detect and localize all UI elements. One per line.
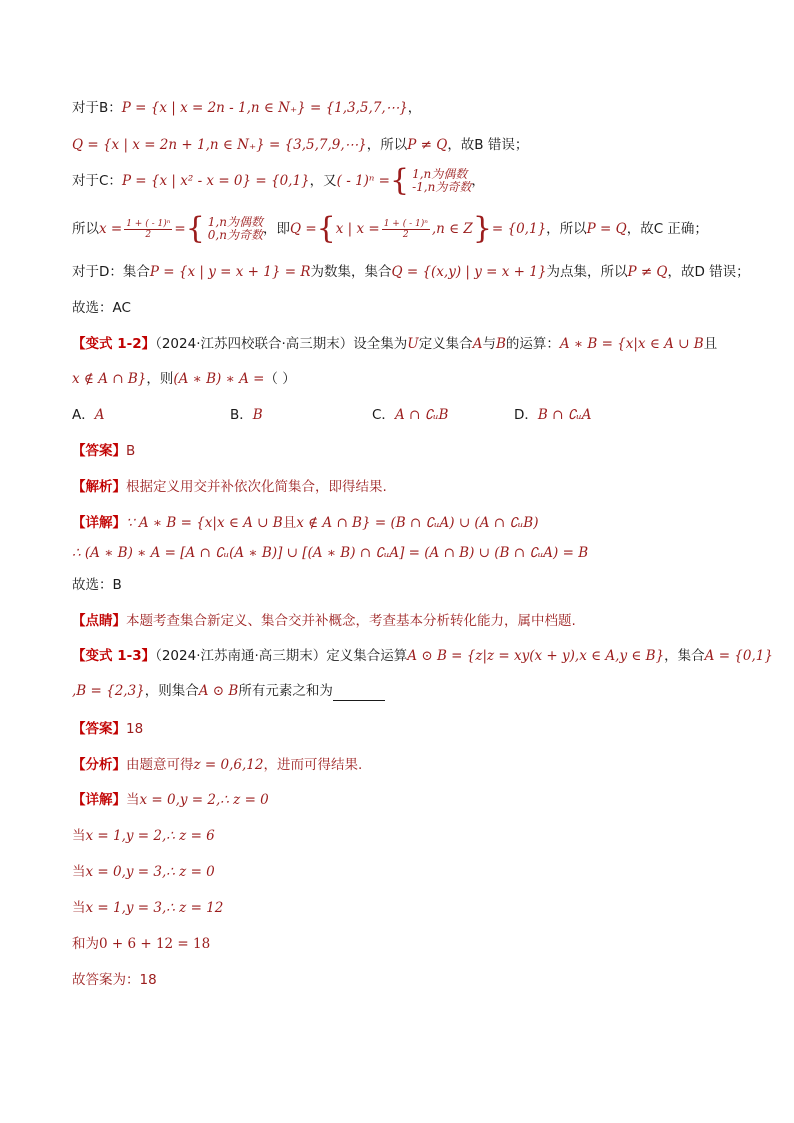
p-neq-q: P ≠ Q [407,137,448,153]
option-d [514,405,591,425]
detail-line4 [72,898,223,918]
detail-math: x = 1,y = 2,∴ z = 6 [85,828,215,844]
answer-tag: 【答案】 [72,721,126,737]
punct: ， [407,100,422,116]
text: ，则集合 [144,683,199,699]
option-d-line [72,262,750,282]
q-eq: Q = [289,221,317,237]
text: ，所以 [546,221,587,237]
cases [208,216,263,242]
detail-math: x = 0,y = 3,∴ z = 0 [85,864,215,880]
set-q-def: Q = {x | x = 2n + 1,n ∈ N₊} = {3,5,7,9,⋯} [72,137,367,153]
sum-math: 0 + 6 + 12 = 18 [99,936,211,952]
definition-cont: x ∉ A ∩ B} [72,371,147,387]
detail-math: ∴ (A ∗ B) ∗ A = [A ∩ ∁ᵤ(A ∗ B)] ∪ [(A ∗ B) ∩ ∁ᵤA] = (A ∩ B) ∪ (B ∩ ∁ᵤA) = B [72,545,589,561]
source: （2024·江苏四校联合·高三期末）设全集为 [155,336,408,352]
text: 且 [282,515,297,531]
text: 当 [72,900,86,916]
text: ，所以 [366,137,408,153]
text: ，故B 错误； [447,137,529,153]
jiexi-text: 根据定义用交并补依次化简集合，即得结果. [126,479,387,495]
set-p-def: P = {x | x = 2n - 1,n ∈ N₊} = {1,3,5,7,⋯} [121,100,408,116]
detail-math: ∵ A ∗ B = {x|x ∈ A ∪ B [126,515,283,531]
text: ，故C 正确； [626,221,708,237]
set-open: x | x = [335,221,380,237]
cases [412,168,471,194]
jiexi-line [72,477,387,497]
case: 1,n为偶数 [412,167,468,181]
option-letter: D． [514,407,538,423]
text: 当 [72,828,86,844]
analysis-line [72,755,362,775]
option-a [72,405,105,425]
detail-math: x = 0,y = 2,∴ z = 0 [139,792,269,808]
p-neq-q: P ≠ Q [627,264,668,280]
set-b: ,B = {2,3} [72,683,145,699]
math-b: B [495,336,506,352]
answer-blank [333,686,385,701]
variant-1-3-line2 [72,681,385,701]
variant-tag: 【变式 1-3】 [72,648,156,664]
answer-value: B [126,443,136,459]
text: 和为 [72,936,99,952]
option-c-line2 [72,211,708,246]
denominator: 2 [402,229,409,240]
text: 为点集，所以 [546,264,628,280]
text: 所有元素之和为 [238,683,333,699]
numerator: 1 + ( - 1)ⁿ [126,218,171,229]
label: 对于B： [72,100,122,116]
options-row [72,405,692,425]
choose-b: 故选：B [72,577,122,593]
variant-1-2-line2 [72,369,296,389]
text: 且 [703,336,718,352]
detail-math: x ∉ A ∩ B} = (B ∩ ∁ᵤA) ∪ (A ∩ ∁ᵤB) [296,515,539,531]
brace: { [185,211,205,246]
comment-text: 本题考查集合新定义、集合交并补概念，考查基本分析转化能力，属中档题. [126,613,576,629]
final-answer: 故答案为：18 [72,972,157,988]
punct: ， [471,173,485,189]
detail-line1 [72,790,269,810]
text: 当 [72,864,86,880]
variant-1-2-line1 [72,334,717,354]
text: ，故D 错误； [667,264,750,280]
comment-line [72,611,576,631]
text: 与 [482,336,496,352]
option-value: A ∩ ∁ᵤB [394,407,449,423]
option-c-line1 [72,163,485,198]
option-letter: A． [72,407,95,423]
case: -1,n为奇数 [412,180,472,194]
denominator: 2 [145,229,152,240]
analysis-tag: 【分析】 [72,757,126,773]
text: ，即 [262,221,290,237]
detail-line1 [72,513,539,533]
set-p-def: P = {x | y = x + 1} = R [149,264,311,280]
comment-tag: 【点睛】 [72,613,126,629]
option-b-line2 [72,135,528,155]
detail-line2 [72,826,215,846]
text: 定义集合 [418,336,473,352]
text: 的运算： [505,336,560,352]
brace: { [390,163,410,198]
text: 对于D：集合 [72,264,150,280]
definition: A ∗ B = {x|x ∈ A ∪ B [559,336,704,352]
answer-value: 18 [126,721,144,737]
detail-tag: 【详解】 [72,515,126,531]
text: 当 [126,792,140,808]
question-expr: (A ∗ B) ∗ A = [173,371,265,387]
detail-math: x = 1,y = 3,∴ z = 12 [85,900,224,916]
numerator: 1 + ( - 1)ⁿ [383,218,428,229]
option-b [230,405,263,425]
text: ，集合 [664,648,705,664]
answer-line [72,719,143,739]
option-b-line1 [72,98,421,118]
option-value: B ∩ ∁ᵤA [537,407,592,423]
fraction [124,219,172,240]
brace-close: } [472,211,492,246]
x-eq: x = [99,221,123,237]
answer-blank: （ ） [264,371,296,387]
detail-tag: 【详解】 [72,792,126,808]
label: 对于C： [72,173,122,189]
math-u: U [407,336,419,352]
analysis-math: z = 0,6,12 [193,757,264,773]
p-eq-q: P = Q [586,221,627,237]
source: （2024·江苏南通·高三期末）定义集合运算 [155,648,408,664]
option-letter: B． [230,407,253,423]
answer-ac: 故选：AC [72,300,131,316]
set-q-def: Q = {(x,y) | y = x + 1} [391,264,547,280]
option-value: A [94,407,105,423]
math-a: A [472,336,483,352]
brace: { [316,211,336,246]
set-close: ,n ∈ Z [431,221,473,237]
text: ，则 [146,371,174,387]
set-p-def: P = {x | x² - x = 0} = {0,1} [121,173,310,189]
result: = {0,1} [491,221,547,237]
definition: A ⊙ B = {z|z = xy(x + y),x ∈ A,y ∈ B} [407,648,665,664]
variant-1-3-line1 [72,646,773,666]
answer-line [72,441,135,461]
case: 1,n为偶数 [207,215,263,229]
fraction [382,219,430,240]
detail-line2 [72,543,588,563]
option-c [372,405,448,425]
power-expr: ( - 1)ⁿ = [336,173,390,189]
answer-tag: 【答案】 [72,443,126,459]
equals: = [174,221,186,237]
case: 0,n为奇数 [207,228,263,242]
set-a: A = {0,1} [704,648,773,664]
detail-line3 [72,862,215,882]
text: ，又 [309,173,337,189]
sum-line [72,934,210,954]
jiexi-tag: 【解析】 [72,479,126,495]
option-value: B [252,407,263,423]
text: 由题意可得 [126,757,194,773]
operation: A ⊙ B [198,683,239,699]
text: ，进而可得结果. [263,757,363,773]
text: 所以 [72,221,99,237]
option-letter: C． [372,407,395,423]
variant-tag: 【变式 1-2】 [72,336,156,352]
text: 为数集，集合 [310,264,392,280]
